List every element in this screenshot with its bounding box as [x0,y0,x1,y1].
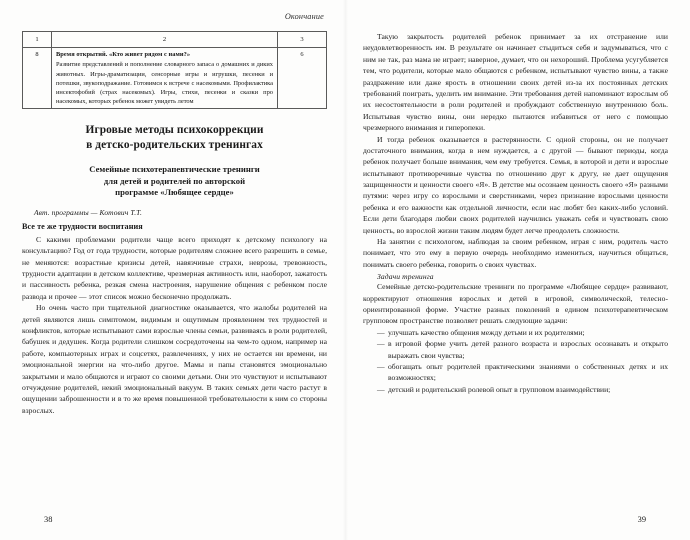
section-title [32,164,317,199]
table-header-row [23,32,327,48]
section-title-line-3: программе «Любящее сердце» [115,187,234,198]
body-paragraph: На занятии с психологом, наблюдая за своим ребенком, играя с ним, родитель часто понимает, что это ему в первую очередь необходимо измениться, научиться общаться, понимать своего ребенка, говорить о своих чувствах. [363,237,668,269]
table-cell-number: 8 [23,48,52,109]
chapter-title [30,123,319,152]
section-title-line-1: Семейные психотерапевтические тренинги [89,164,260,175]
table-cell-hours: 6 [278,48,327,109]
body-paragraph: Такую закрытость родителей ребенок принимает за их отстранение или неудовлетворенность им. В результате он начинает стыдиться себя и задумываться, что с ним не так, раз мама не играет; наверное, думает, что он нехороший. Проблема усугубляется тем, что родители, которые мало общаются с ребенком, испытывают чувство вины, а также раздражение или даже ярость в отношении своих детей из-за их постоянных детских требований поиграть, уделить им внимание. Эти требования детей напоминают взрослым об их несостоятельности в роли родителей и пробуждают собственную внутреннюю боль. Испытывая чувство вины, они нередко пытаются избавиться от него с помощью чрезмерного внимания и гиперопеки. [363,32,668,133]
page-left-inner [22,12,327,534]
body-paragraph: И тогда ребенок оказывается в растерянности. С одной стороны, он не получает достаточного внимания, когда в нем нуждается, а с другой — бывают периоды, когда ребенок получает больше внимания, чем ему требуется. Семья, в которой и дети и взрослые испытывают противоречивые чувства по отношению друг к другу, не дает ощущения защищенности и ценности своего «Я». В детстве мы осознаем ценность своего «Я» разными путями: через игру со взрослыми и сверстниками, через признание взрослыми ценности ребенка и его важности как отдельной личности, если нас любят без каких-либо условий. Если дети благодаря любви своих родителей научились уважать себя и чувствовать свою ценность, во взрослой жизни таким людям будет легче преодолеть сложности. [363,134,668,235]
continuation-table [22,31,327,109]
table-row [23,48,327,109]
task-list [363,327,668,395]
chapter-title-line-2: в детско-родительских тренингах [86,138,263,151]
table-cell-title: Время открытий. «Кто живет рядом с нами?» [56,51,191,59]
page-right-inner [363,12,668,534]
page-right [345,0,690,540]
program-author-byline: Авт. программы — Котович Т.Т. [34,207,142,217]
table-cell-description: Развитие представлений и пополнение словарного запаса о домашних и диких животных. Игры-драматизации, сенсорные игры и игрушки, песенки и потешки, звукоподражание. Готовимся к встрече с насекомыми. Профилактика инсектофобий (страх насекомых). Игры, стихи, песенки и сказки про насекомых, которых ребенок может увидеть летом [56,61,273,105]
table-header-col-3: 3 [278,32,327,48]
subsection-heading: Все те же трудности воспитания [22,221,143,231]
page-number-right: 39 [637,515,646,524]
body-paragraph: Но очень часто при тщательной диагностике оказывается, что жалобы родителей на детей являются лишь симптомом, видимым и ощутимым проявлением тех трудностей и конфликтов, которые испытывают сами взрослые члены семьи, развиваясь в роли родителей, бабушек и дедушек. Когда родители слишком сосредоточены на чем-то одном, например на работе, компьютерных играх и соцсетях, развлечениях, у них не остается ни времени, ни эмоциональной энергии на что-либо другое. Мамы и папы становятся эмоционально закрытыми и мало общаются и играют со своими детьми. Они это чувствуют и испытывают отчуждение родителей, некий эмоциональный вакуум. В таких семьях дети часто растут в ощущении заброшенности и в то же время повышенной требовательности к ним со стороны взрослых. [22,303,327,415]
list-item: — улучшать качество общения между детьми и их родителями; [377,327,668,338]
list-item: — обогащать опыт родителей практическими знаниями о собственных детях и их возможностях; [377,361,668,384]
page-number-left: 38 [44,515,53,524]
body-paragraph: С какими проблемами родители чаще всего приходят к детскому психологу на консультацию? Год от года трудности, которые родителям сложнее всего разрешить в семье, не меняются: возрастные кризисы детей, навязчивые страхи, неврозы, тревожность, трудности адаптации в детском коллективе, чрезмерная активность или, наоборот, зажатость и пассивность ребенка, резкая смена настроения, нарушение общения с ребенком после развода и прочее — этот список можно бесконечно продолжать. [22,234,327,301]
chapter-title-line-1: Игровые методы психокоррекции [85,123,264,136]
list-item: — в игровой форме учить детей разного возраста и взрослых осознавать и открыто выражать свои чувства; [377,338,668,361]
task-heading: Задачи тренинга [377,272,434,282]
table-header-col-1: 1 [23,32,52,48]
table-cell-content [52,48,278,109]
table-header-col-2: 2 [52,32,278,48]
running-head: Окончание [284,12,324,21]
running-head-right [363,12,665,23]
section-title-line-2: для детей и родителей по авторской [103,175,246,186]
task-intro-paragraph: Семейные детско-родительские тренинги по программе «Любящее сердце» развивают, корректируют отношения взрослых и детей в игровой, символической, телесно-ориентированной форме. Участие разных поколений в едином психотерапевтическом групповом пространстве позволяет решать следующие задачи: [363,282,668,326]
list-item: — детский и родительский ролевой опыт в групповом взаимодействии; [377,384,668,395]
